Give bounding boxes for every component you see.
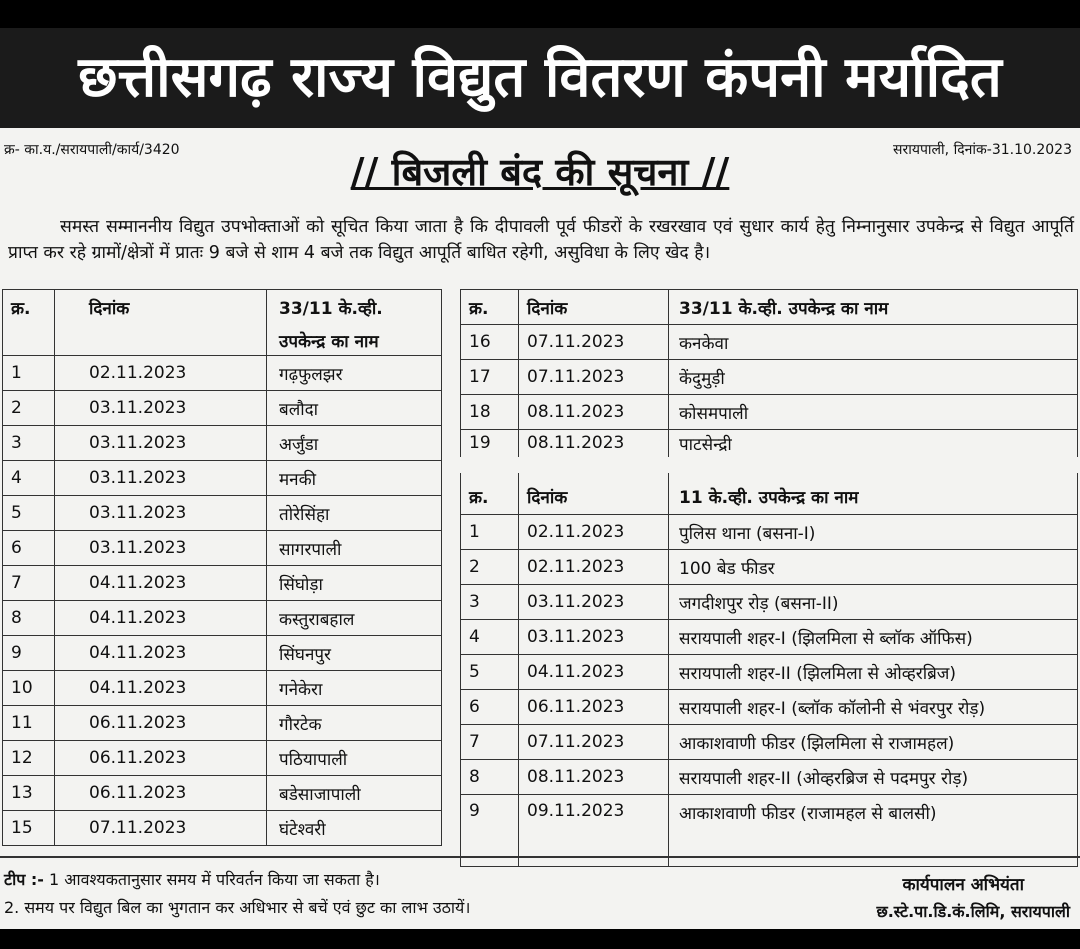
substation-cell: तोरेसिंहा [267, 496, 442, 531]
serial-cell: 9 [461, 795, 519, 867]
substation-cell: गनेकेरा [267, 671, 442, 706]
table-row [3, 601, 442, 636]
substation-cell: बलौदा [267, 391, 442, 426]
serial-cell: 6 [3, 531, 55, 566]
note-1-text: 1 आवश्यकतानुसार समय में परिवर्तन किया जा सकता है। [49, 870, 380, 889]
date-cell: 06.11.2023 [519, 690, 669, 725]
substation-cell: कनकेवा [669, 325, 1078, 360]
substation-cell: केंदुमुड़ी [669, 360, 1078, 395]
substation-cell: अर्जुंडा [267, 426, 442, 461]
serial-cell: 10 [3, 671, 55, 706]
serial-cell: 15 [3, 811, 55, 846]
table-row [461, 690, 1078, 725]
table-row [461, 515, 1078, 550]
substation-cell: मनकी [267, 461, 442, 496]
date-cell: 03.11.2023 [55, 496, 267, 531]
date-cell: 09.11.2023 [519, 795, 669, 867]
table-row [3, 741, 442, 776]
date-cell: 08.11.2023 [519, 760, 669, 795]
substation-cell: आकाशवाणी फीडर (राजामहल से बालसी) [669, 795, 1078, 867]
col-date-header: दिनांक [519, 465, 669, 515]
top-border [0, 0, 1080, 28]
substation-cell: गौरटेक [267, 706, 442, 741]
col-substation-header-line1: 33/11 के.व्ही. [279, 299, 383, 319]
serial-cell: 2 [3, 391, 55, 426]
serial-cell: 2 [461, 550, 519, 585]
substation-cell: कस्तुराबहाल [267, 601, 442, 636]
serial-cell: 12 [3, 741, 55, 776]
date-cell: 08.11.2023 [519, 395, 669, 430]
table-row [461, 430, 1078, 465]
date-cell: 03.11.2023 [55, 426, 267, 461]
serial-cell: 8 [3, 601, 55, 636]
substation-cell: सरायपाली शहर-I (ब्लॉक कॉलोनी से भंवरपुर रोड़) [669, 690, 1078, 725]
substation-cell: गढ़फुलझर [267, 356, 442, 391]
serial-cell: 9 [3, 636, 55, 671]
date-cell: 07.11.2023 [55, 811, 267, 846]
serial-cell: 7 [461, 725, 519, 760]
date-cell: 02.11.2023 [519, 550, 669, 585]
date-cell: 07.11.2023 [519, 725, 669, 760]
serial-cell: 3 [3, 426, 55, 461]
table-row [3, 391, 442, 426]
substation-cell: आकाशवाणी फीडर (झिलमिला से राजामहल) [669, 725, 1078, 760]
date-cell: 04.11.2023 [55, 636, 267, 671]
serial-cell: 11 [3, 706, 55, 741]
serial-cell: 8 [461, 760, 519, 795]
table-header-row [461, 290, 1078, 325]
serial-cell: 3 [461, 585, 519, 620]
serial-cell: 7 [3, 566, 55, 601]
substation-cell: 100 बेड फीडर [669, 550, 1078, 585]
note-2: 2. समय पर विद्युत बिल का भुगतान कर अधिभार से बचें एवं छुट का लाभ उठायें। [4, 898, 471, 917]
table-row [461, 655, 1078, 690]
serial-cell: 16 [461, 325, 519, 360]
serial-cell: 6 [461, 690, 519, 725]
table-row [3, 671, 442, 706]
serial-cell: 19 [461, 430, 519, 465]
org-banner: छत्तीसगढ़ राज्य विद्युत वितरण कंपनी मर्यादित [0, 28, 1080, 128]
substation-cell: सिंघनपुर [267, 636, 442, 671]
serial-cell: 5 [3, 496, 55, 531]
divider [0, 856, 1080, 858]
table-row [461, 725, 1078, 760]
table-row [461, 360, 1078, 395]
date-cell: 06.11.2023 [55, 776, 267, 811]
date-cell: 06.11.2023 [55, 706, 267, 741]
table-row [3, 496, 442, 531]
table-row [461, 620, 1078, 655]
signature-office: छ.स्टे.पा.डि.कं.लिमि, सरायपाली [876, 902, 1070, 921]
col-substation-header [267, 290, 442, 356]
table-row [3, 426, 442, 461]
substation-cell: पुलिस थाना (बसना-I) [669, 515, 1078, 550]
substation-cell: बडेसाजापाली [267, 776, 442, 811]
serial-cell: 5 [461, 655, 519, 690]
note-label: टीप :- [4, 870, 44, 889]
table-33kv-left [2, 289, 442, 846]
substation-cell: सागरपाली [267, 531, 442, 566]
table-row [461, 585, 1078, 620]
col-substation-header-line2: उपकेन्द्र का नाम [279, 332, 379, 352]
serial-cell: 13 [3, 776, 55, 811]
substation-cell: सिंघोड़ा [267, 566, 442, 601]
serial-cell: 4 [3, 461, 55, 496]
table-row [461, 325, 1078, 360]
date-cell: 04.11.2023 [519, 655, 669, 690]
date-cell: 03.11.2023 [55, 461, 267, 496]
substation-cell: जगदीशपुर रोड़ (बसना-II) [669, 585, 1078, 620]
serial-cell: 4 [461, 620, 519, 655]
date-cell: 03.11.2023 [55, 531, 267, 566]
col-serial-header: क्र. [3, 290, 55, 356]
table-11kv-header-row [461, 465, 1078, 515]
date-cell: 04.11.2023 [55, 566, 267, 601]
serial-cell: 18 [461, 395, 519, 430]
substation-cell: कोसमपाली [669, 395, 1078, 430]
table-row [3, 811, 442, 846]
date-cell: 03.11.2023 [519, 620, 669, 655]
table-row [3, 356, 442, 391]
date-cell: 06.11.2023 [55, 741, 267, 776]
serial-cell: 17 [461, 360, 519, 395]
col-serial-header: क्र. [461, 465, 519, 515]
table-row [3, 461, 442, 496]
substation-cell: घंटेश्वरी [267, 811, 442, 846]
date-cell: 02.11.2023 [55, 356, 267, 391]
date-cell: 04.11.2023 [55, 671, 267, 706]
date-cell: 02.11.2023 [519, 515, 669, 550]
table-row [3, 636, 442, 671]
substation-cell: सरायपाली शहर-II (ओव्हरब्रिज से पदमपुर रोड़) [669, 760, 1078, 795]
date-cell: 03.11.2023 [55, 391, 267, 426]
place-date: सरायपाली, दिनांक-31.10.2023 [893, 142, 1072, 158]
date-cell: 07.11.2023 [519, 325, 669, 360]
table-row [461, 550, 1078, 585]
date-cell: 03.11.2023 [519, 585, 669, 620]
table-row [3, 706, 442, 741]
date-cell: 08.11.2023 [519, 430, 669, 465]
date-cell: 04.11.2023 [55, 601, 267, 636]
table-row [461, 760, 1078, 795]
table-header-row [3, 290, 442, 356]
col-serial-header: क्र. [461, 290, 519, 325]
serial-cell: 1 [461, 515, 519, 550]
substation-cell: सरायपाली शहर-I (झिलमिला से ब्लॉक ऑफिस) [669, 620, 1078, 655]
date-cell: 07.11.2023 [519, 360, 669, 395]
bottom-border [0, 929, 1080, 949]
table-row [3, 566, 442, 601]
reference-number: क्र- का.य./सरायपाली/कार्य/3420 [4, 142, 180, 158]
col-date-header: दिनांक [55, 290, 267, 356]
substation-cell: पाटसेन्द्री [669, 430, 1078, 465]
intro-paragraph: समस्त सम्माननीय विद्युत उपभोक्ताओं को सूचित किया जाता है कि दीपावली पूर्व फीडरों के रखरखाव एवं सुधार कार्य हेतु निम्नानुसार उपकेन्द्र से विद्युत आपूर्ति प्राप्त कर रहे ग्रामों/क्षेत्रों में प्रातः 9 बजे से शाम 4 बजे तक विद्युत आपूर्ति बाधित रहेगी, असुविधा के लिए खेद है। [8, 217, 1074, 263]
note-1 [4, 868, 380, 890]
table-33kv-right [460, 289, 1078, 867]
col-date-header: दिनांक [519, 290, 669, 325]
col-substation-header: 11 के.व्ही. उपकेन्द्र का नाम [669, 465, 1078, 515]
col-substation-header: 33/11 के.व्ही. उपकेन्द्र का नाम [669, 290, 1078, 325]
table-row [461, 395, 1078, 430]
substation-cell: पठियापाली [267, 741, 442, 776]
table-row [3, 531, 442, 566]
notice-title: // बिजली बंद की सूचना // [350, 150, 730, 194]
table-row [3, 776, 442, 811]
serial-cell: 1 [3, 356, 55, 391]
substation-cell: सरायपाली शहर-II (झिलमिला से ओव्हरब्रिज) [669, 655, 1078, 690]
signature-designation: कार्यपालन अभियंता [902, 875, 1024, 895]
